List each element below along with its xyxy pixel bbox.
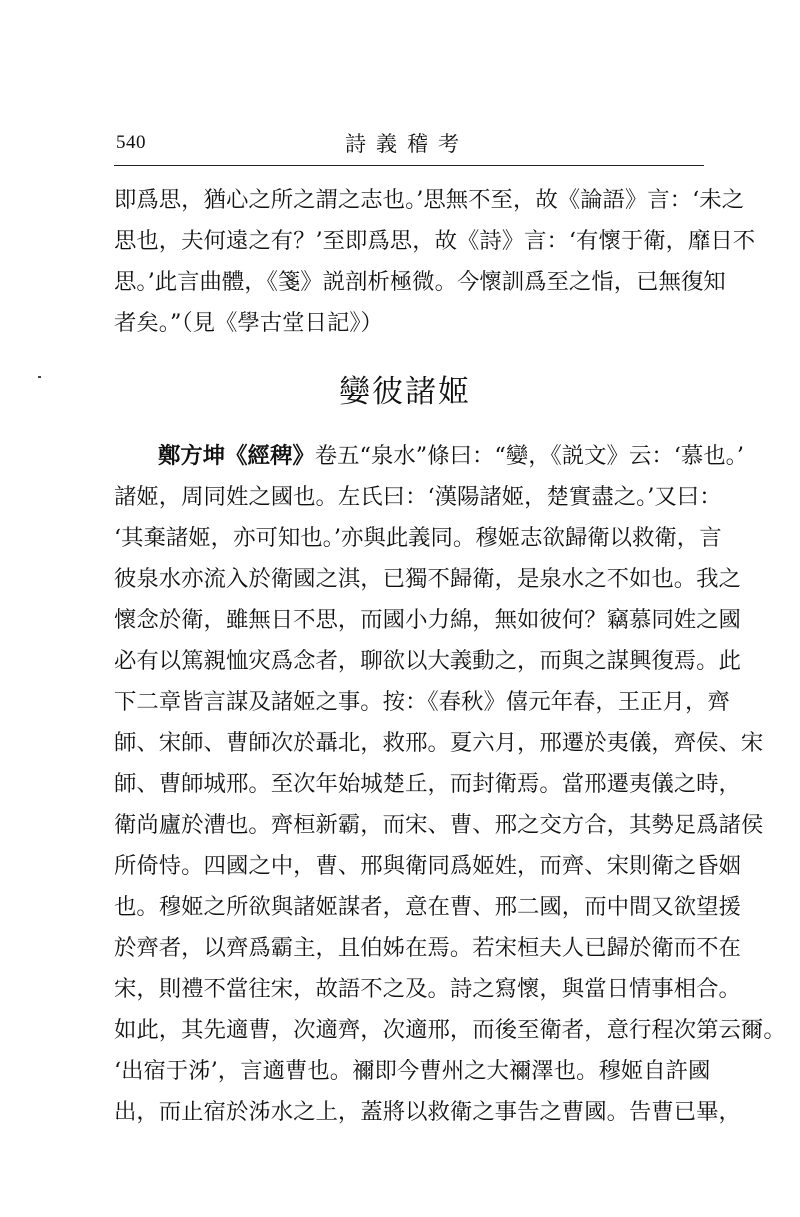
text-line: 師、曹師城邢。至次年始城楚丘，而封衛焉。當邢遷夷儀之時， <box>114 771 741 797</box>
text-line: 宋，則禮不當往宋，故語不之及。詩之寫懷，與當日情事相合。 <box>114 976 741 1002</box>
text-line: 師、宋師、曹師次於聶北，救邢。夏六月，邢遷於夷儀，齊侯、宋 <box>114 730 764 756</box>
paragraph-main <box>114 436 786 1133</box>
text-line: 者矣。”（見《學古堂日記》） <box>114 310 383 336</box>
text-line: 即爲思，猶心之所之謂之志也。’思無不至，故《論語》言：‘未之 <box>114 187 744 213</box>
text-line: 出，而止宿於泲水之上，蓋將以救衛之事告之曹國。告曹已畢， <box>114 1099 741 1125</box>
citation-source: 鄭方坤《經稗》 <box>158 443 315 469</box>
paragraph-continued <box>114 180 756 344</box>
text-line: 懷念於衛，雖無日不思，而國小力綿，無如彼何？竊慕同姓之國 <box>114 607 741 633</box>
page-number: 540 <box>116 132 146 153</box>
text-line: 思。’此言曲體，《箋》説剖析極微。今懷訓爲至之恉，已無復知 <box>114 269 726 295</box>
text-line: ‘出宿于泲’，言適曹也。禰即今曹州之大禰澤也。穆姬自許國 <box>114 1058 711 1084</box>
header-rule <box>114 165 704 166</box>
text-line: 彼泉水亦流入於衛國之淇，已獨不歸衛，是泉水之不如也。我之 <box>114 566 741 592</box>
text-line: 思也，夫何遠之有？’至即爲思，故《詩》言：‘有懷于衛，靡日不 <box>114 228 756 254</box>
text-line: 如此，其先適曹，次適齊，次適邢，而後至衛者，意行程次第云爾。 <box>114 1017 786 1043</box>
citation-text: 卷五“泉水”條曰：“孌，《説文》云：‘慕也。’ <box>314 443 744 469</box>
text-line: 必有以篤親恤灾爲念者，聊欲以大義動之，而與之謀興復焉。此 <box>114 648 741 674</box>
text-line: 諸姬，周同姓之國也。左氏曰：‘漢陽諸姬，楚實盡之。’又曰： <box>114 484 722 510</box>
text-line: 下二章皆言謀及諸姬之事。按：《春秋》僖元年春，王正月，齊 <box>114 689 730 715</box>
text-line: 衛尚廬於漕也。齊桓新霸，而宋、曹、邢之交方合，其勢足爲諸侯 <box>114 812 764 838</box>
text-line-first <box>114 436 744 477</box>
text-line: 於齊者，以齊爲霸主，且伯姊在焉。若宋桓夫人已歸於衛而不在 <box>114 935 741 961</box>
text-line: 所倚恃。四國之中，曹、邢與衛同爲姬姓，而齊、宋則衛之昏姻 <box>114 853 741 879</box>
running-head-title: 詩義稽考 <box>345 132 469 156</box>
text-line: ‘其棄諸姬，亦可知也。’亦與此義同。穆姬志欲歸衛以救衛，言 <box>114 525 722 551</box>
section-title: 孌彼諸姬 <box>339 374 471 410</box>
text-line: 也。穆姬之所欲與諸姬謀者，意在曹、邢二國，而中間又欲望援 <box>114 894 741 920</box>
